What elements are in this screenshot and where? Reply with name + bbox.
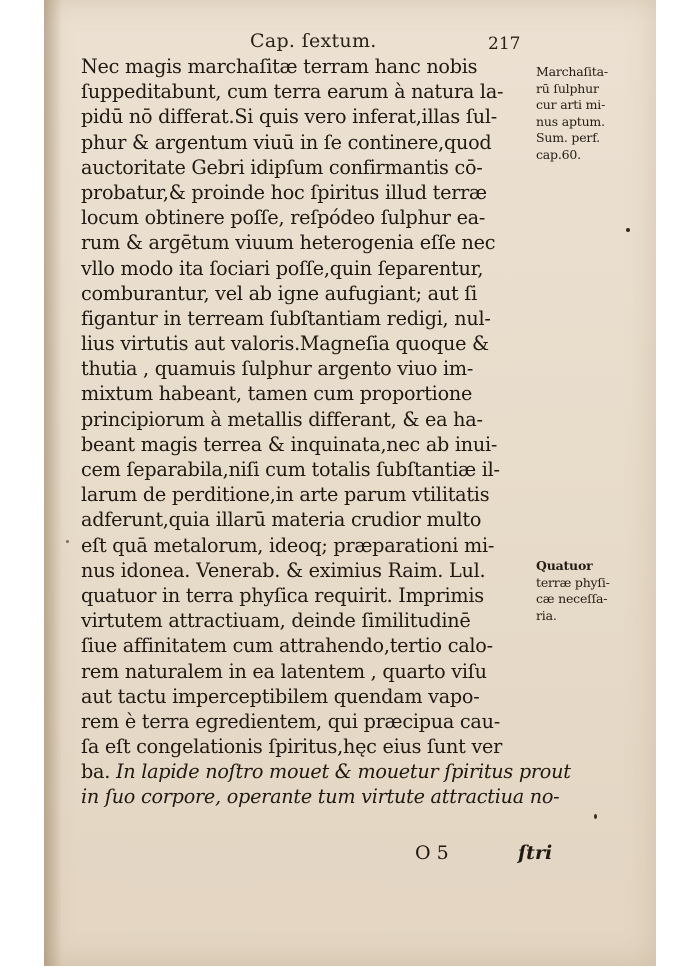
text-line: locum obtinere poſſe, reſpódeo ſulphur ea-: [81, 206, 486, 230]
text-line: pidū nō differat.Si quis vero inferat,illas ſul-: [81, 105, 497, 129]
text-line: quatuor in terra phyſica requirit. Imprimis: [81, 583, 484, 607]
marginal-note-line: Sum. perf.: [536, 130, 600, 145]
ink-speck: [66, 540, 69, 543]
ink-speck: [626, 228, 630, 232]
text-line: aut tactu imperceptibilem quendam vapo-: [81, 684, 480, 708]
page-number: 217: [488, 34, 521, 54]
text-line: rem naturalem in ea latentem , quarto viſu: [81, 659, 487, 683]
text-line: Nec magis marchaſitæ terram hanc nobis: [81, 55, 478, 78]
text-line: rem è terra egredientem, qui præcipua cau-: [81, 709, 500, 733]
quote-line: [81, 784, 560, 809]
text-line: principiorum à metallis differant, & ea ha-: [81, 407, 483, 431]
quote-prefix: ba.: [81, 760, 111, 784]
text-line: ſuppeditabunt, cum terra earum à natura la-: [81, 80, 504, 104]
text-line: auctoritate Gebri idipſum confirmantis cō-: [81, 155, 483, 179]
text-line: figantur in terream ſubſtantiam redigi, nul-: [81, 306, 491, 330]
text-line: phur & argentum viuū in ſe continere,quod: [81, 130, 492, 154]
text-line: virtutem attractiuam, deinde ſimilitudinē: [81, 609, 471, 633]
text-line: mixtum habeant, tamen cum proportione: [81, 382, 473, 406]
marginal-note: [536, 64, 648, 163]
text-line: adferunt,quia illarū materia crudior multo: [81, 508, 482, 532]
marginal-note-line: Marchaſita-: [536, 64, 608, 79]
quote-line: [81, 759, 571, 784]
signature-mark: O 5: [415, 842, 449, 864]
text-line: thutia , quamuis ſulphur argento viuo im-: [81, 357, 474, 381]
text-line: vllo modo ita ſociari poſſe,quin ſeparentur,: [81, 256, 484, 280]
text-line: probatur,& proinde hoc ſpiritus illud terræ: [81, 180, 487, 204]
text-line: eſt quā metalorum, ideoq; præparationi mi-: [81, 533, 495, 557]
running-head: Cap. ſextum.: [250, 30, 377, 52]
marginal-note-line: cap.60.: [536, 146, 581, 162]
marginal-note-line: terræ phyſi-: [536, 574, 610, 590]
book-page: [44, 0, 656, 966]
ink-speck: [594, 814, 597, 819]
text-line: nus idonea. Venerab. & eximius Raim. Lul.: [81, 558, 486, 582]
marginal-note-line: rū ſulphur: [536, 80, 599, 96]
text-line: beant magis terrea & inquinata,nec ab inui-: [81, 432, 498, 456]
catchword: ſtri: [518, 842, 553, 864]
text-line: lius virtutis aut valoris.Magneſia quoque &: [81, 332, 489, 356]
marginal-note-line: nus aptum.: [536, 113, 605, 129]
marginal-note-line: Quatuor: [536, 558, 593, 573]
marginal-note-line: cur arti mi-: [536, 97, 606, 112]
marginal-note-line: ria.: [536, 607, 557, 623]
marginal-note-line: cæ neceſſa-: [536, 591, 608, 606]
text-line: rum & argētum viuum heterogenia eſſe nec: [81, 231, 496, 255]
text-line: ſiue affinitatem cum attrahendo,tertio calo-: [81, 634, 493, 658]
quote-text: In lapide noſtro mouet & mouetur ſpiritus prout: [115, 760, 571, 784]
text-line: cem ſeparabila,niſi cum totalis ſubſtantiæ il-: [81, 458, 500, 481]
text-line: comburantur, vel ab igne aufugiant; aut ſi: [81, 281, 478, 305]
text-line: larum de perditione,in arte parum vtilitatis: [81, 483, 490, 507]
quote-text: in ſuo corpore, operante tum virtute attractiua no-: [81, 785, 560, 809]
marginal-note: [536, 558, 648, 624]
text-line: ſa eſt congelationis ſpiritus,hęc eius ſunt ver: [81, 735, 503, 759]
page-header: [44, 22, 644, 58]
page-footer: [81, 838, 551, 868]
